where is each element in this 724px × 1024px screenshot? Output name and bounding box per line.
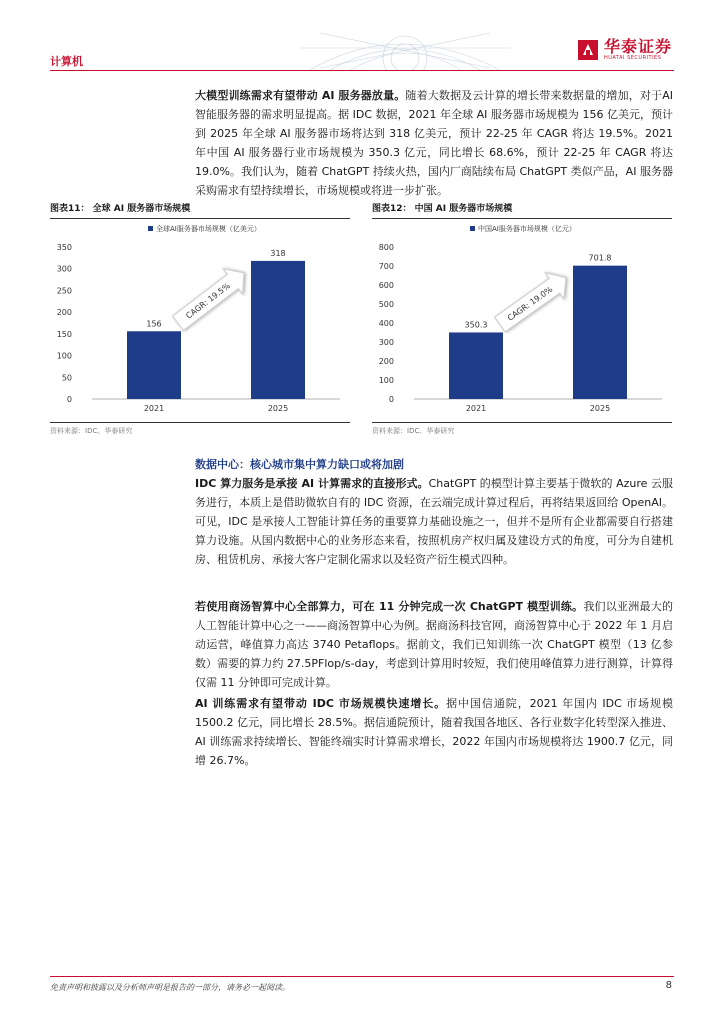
bar xyxy=(251,261,305,399)
chart-global-ai-server xyxy=(50,219,350,419)
y-tick-label: 800 xyxy=(378,243,394,252)
figure-bottom-rule xyxy=(50,422,350,423)
paragraph-body: 随着大数据及云计算的增长带来数据量的增加，对于AI智能服务器的需求明显提高。据 IDC 数据，2021 年全球 AI 服务器市场规模为 156 亿美元，预计到 2025 年全球 AI 服务器市场将达到 318 亿美元，预计 22-25 年 CAGR 将达 19.5%。2021 年中国 AI 服务器行业市场规模为 350.3 亿元，同比增长 68.6%，预计 22-25 年 CAGR 将达 19.0%。我们认为，随着 ChatGPT 持续火热，国内厂商陆续布局 ChatGPT 类似产品，AI 服务器采购需求有望持续增长，市场规模或将进一步扩张。 xyxy=(195,89,673,197)
bar-value-label: 350.3 xyxy=(464,320,488,330)
cagr-label: CAGR: 19.0% xyxy=(505,284,555,323)
bar xyxy=(573,266,627,399)
section-title: 数据中心：核心城市集中算力缺口或将加剧 xyxy=(195,458,404,471)
y-tick-label: 200 xyxy=(378,357,394,366)
figure-china-ai-server xyxy=(372,200,672,440)
header-decoration xyxy=(300,28,510,70)
y-tick-label: 150 xyxy=(56,329,72,339)
cagr-label: CAGR: 19.5% xyxy=(184,281,232,321)
y-tick-label: 700 xyxy=(378,262,394,271)
header-rule xyxy=(50,70,674,71)
paragraph-lead: 大模型训练需求有望带动 AI 服务器放量。 xyxy=(195,89,406,102)
footer-disclaimer: 免责声明和披露以及分析师声明是报告的一部分，请务必一起阅读。 xyxy=(50,983,290,992)
bar-value-label: 701.8 xyxy=(588,253,612,263)
section-label: 计算机 xyxy=(50,55,83,68)
figure-source: 资料来源：IDC、华泰研究 xyxy=(372,427,455,435)
paragraph-ai-server xyxy=(195,86,673,200)
chart-legend xyxy=(148,224,261,233)
y-tick-label: 500 xyxy=(378,300,394,309)
paragraph-idc-service xyxy=(195,474,673,569)
paragraph-lead: 若使用商汤智算中心全部算力，可在 11 分钟完成一次 ChatGPT 模型训练。 xyxy=(195,600,584,613)
brand-logo xyxy=(577,38,672,62)
bar xyxy=(127,331,181,399)
y-tick-label: 600 xyxy=(378,281,394,290)
cagr-arrow xyxy=(491,265,576,338)
figure-title: 图表12： 中国 AI 服务器市场规模 xyxy=(372,204,513,214)
legend-label: 全球AI服务器市场规模（亿美元） xyxy=(156,225,261,233)
paragraph-lead: AI 训练需求有望带动 IDC 市场规模快速增长。 xyxy=(195,697,447,710)
paragraph-body: ChatGPT 的模型计算主要基于微软的 Azure 云服务进行，本质上是借助微软自有的 IDC 资源，在云端完成计算过程后，再将结果返回给 OpenAI。可见，IDC 是承接人工智能计算任务的重要算力基础设施之一，但并不是所有企业都需要自行搭建算力设施。从国内数据中心的业务形态来看，按照机房产权归属及建设方式的角度，可分为自建机房、租赁机房、承接大客户定制化需求以及轻资产衍生模式四种。 xyxy=(195,477,674,566)
bar xyxy=(449,332,503,399)
brand-mark-icon xyxy=(577,39,599,61)
y-tick-label: 300 xyxy=(56,264,72,274)
x-tick-label: 2021 xyxy=(143,404,165,413)
x-tick-label: 2025 xyxy=(267,404,289,413)
paragraph-idc-market xyxy=(195,694,673,770)
figure-title: 图表11： 全球 AI 服务器市场规模 xyxy=(50,204,191,214)
figure-global-ai-server xyxy=(50,200,350,440)
y-tick-label: 100 xyxy=(378,376,394,385)
paragraph-body: 据中国信通院，2021 年国内 IDC 市场规模 1500.2 亿元，同比增长 28.5%。据信通院预计，随着我国各地区、各行业数字化转型深入推进、AI 训练需求持续增长、智能终端实时计算需求增长，2022 年国内市场规模将达 1900.7 亿元，同增 26.7%。 xyxy=(195,697,673,767)
bar-value-label: 318 xyxy=(270,248,286,258)
legend-swatch xyxy=(148,226,153,231)
y-tick-label: 300 xyxy=(378,338,394,347)
page-number: 8 xyxy=(665,980,672,991)
bar-value-label: 156 xyxy=(146,319,162,329)
y-tick-label: 250 xyxy=(56,286,72,296)
chart-china-ai-server xyxy=(372,219,672,419)
chart-legend xyxy=(470,224,576,233)
x-tick-label: 2021 xyxy=(465,404,487,413)
paragraph-body: 我们以亚洲最大的人工智能计算中心之一——商汤智算中心为例。据商汤科技官网，商汤智算中心于 2022 年 1 月启动运营，峰值算力高达 3740 Petaflops。据前文，我们已知训练一次 ChatGPT 模型（13 亿参数）需要的算力约 27.5PFlop/s-day，考虑到计算用时较短，我们使用峰值算力进行测算，计算得仅需 11 分钟即可完成计算。 xyxy=(195,600,674,689)
y-tick-label: 400 xyxy=(378,319,394,328)
figure-source: 资料来源：IDC、华泰研究 xyxy=(50,427,133,435)
y-tick-label: 50 xyxy=(61,373,72,383)
y-tick-label: 350 xyxy=(56,243,72,252)
y-tick-label: 200 xyxy=(56,308,72,318)
x-tick-label: 2025 xyxy=(589,404,611,413)
y-tick-label: 0 xyxy=(388,395,394,404)
cagr-arrow xyxy=(168,260,253,336)
figure-bottom-rule xyxy=(372,422,672,423)
paragraph-sensetime xyxy=(195,597,673,692)
y-tick-label: 100 xyxy=(56,351,72,361)
legend-swatch xyxy=(470,226,475,231)
legend-label: 中国AI服务器市场规模（亿元） xyxy=(478,225,576,233)
brand-name-cn: 华泰证券 xyxy=(603,37,672,56)
paragraph-lead: IDC 算力服务是承接 AI 计算需求的直接形式。 xyxy=(195,477,429,490)
footer-rule xyxy=(50,976,674,977)
y-tick-label: 0 xyxy=(66,395,72,404)
brand-name-en: HUATAI SECURITIES xyxy=(603,55,662,61)
